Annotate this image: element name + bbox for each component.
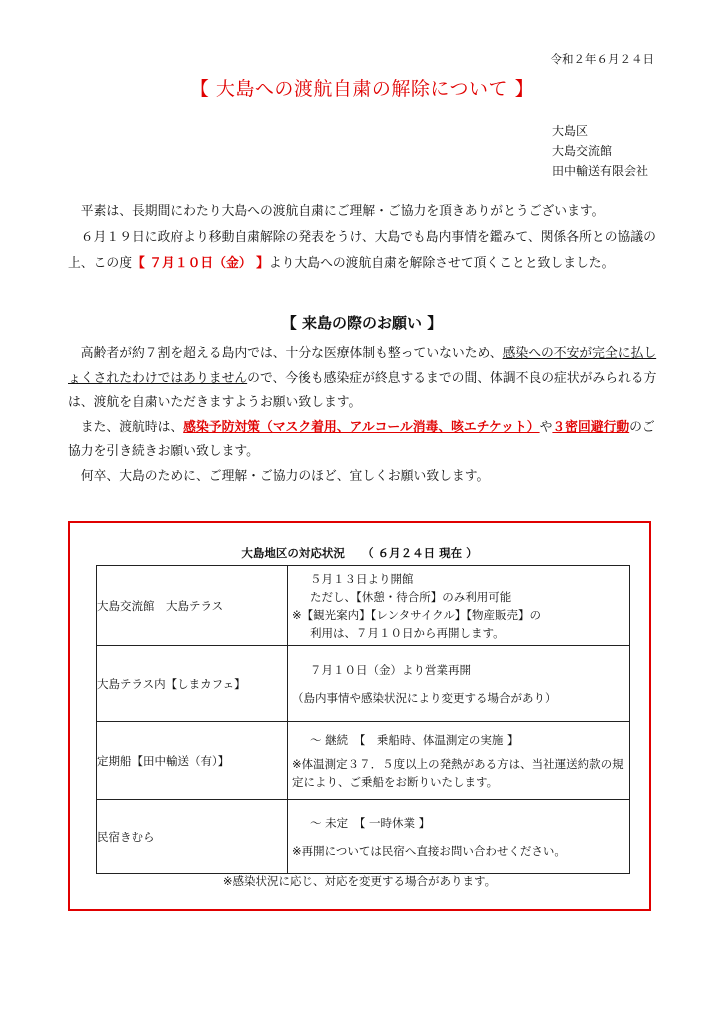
status-line: 利用は、７月１０日から再開します。 [310,625,505,640]
status-box [68,521,651,911]
status-box-title: 大島地区の対応状況 （ ６月２４日 現在 ） [241,546,478,560]
status-line: ※再開については民宿へ直接お問い合わせください。 [292,843,566,858]
status-box-note: ※感染状況に応じ、対応を変更する場合があります。 [222,874,497,888]
section-title: 【 来島の際のお願い 】 [281,314,443,332]
table-row [97,566,630,646]
request-p1-end: ので、今後も感染症が終息するまでの間、体調不良の症状がみられる方は、渡航を自粛いただきますようお願い致します。 [68,370,657,410]
facility-name: 大島テラス内【しまカフェ】 [97,646,288,722]
notice-date: 令和２年６月２４日 [550,52,654,66]
issuer-list [552,121,648,181]
table-row [97,646,630,722]
request-p2-start: また、渡航時は、 [80,419,184,435]
status-line: ただし、【休憩・待合所】のみ利用可能 [310,589,512,604]
status-table [96,565,630,874]
status-line: ※体温測定３７．５度以上の発熱がある方は、当社運送約款の規定により、ご乗船をお断りいたします。 [292,756,624,789]
issuer-name: 大島交流館 [552,144,613,158]
issuer-name: 田中輸送有限会社 [552,164,649,178]
issuer-name: 大島区 [552,124,589,138]
request-p1-underlined: 感染への不安が完全に払しょくされたわけではありません [68,346,657,386]
spacer [288,679,629,689]
spacer [288,832,629,842]
reopen-date-highlight: 【 ７月１０日（金） 】 [131,256,269,271]
table-row [97,800,630,874]
facility-status [288,566,630,646]
request-text [68,342,658,489]
intro-paragraph-2-start: ６月１９日に政府より移動自粛解除の発表をうけ、大島でも島内事情を鑑みて、関係各所との協議の上、この度 [68,230,656,271]
request-p2-mid: や [539,419,553,435]
three-c-avoidance-highlight: ３密回避行動 [552,419,630,435]
facility-name: 定期船【田中輸送（有）】 [97,722,288,800]
request-paragraph-1 [68,342,658,416]
status-line: ５月１３日より開館 [310,571,414,586]
notice-title: 【 大島への渡航自粛の解除について 】 [189,78,535,100]
intro-paragraph-2-end: より大島への渡航自粛を解除させて頂くことと致しました。 [268,256,615,271]
facility-name: 民宿きむら [97,800,288,874]
request-p2-end: のご協力を引き続きお願い致します。 [68,419,655,459]
intro-text [68,199,658,277]
facility-name: 大島交流館 大島テラス [97,566,288,646]
table-row [97,722,630,800]
intro-paragraph-2 [68,225,658,277]
facility-status [288,800,630,874]
facility-status [288,722,630,800]
facility-status [288,646,630,722]
status-line: ～ 継続 【 乗船時、体温測定の実施 】 [310,732,519,747]
status-line: ※【観光案内】【レンタサイクル】【物産販売】の [292,607,542,622]
intro-paragraph-1: 平素は、長期間にわたり大島への渡航自粛にご理解・ご協力を頂きありがとうございます。 [80,204,605,219]
status-line: ～ 未定 【 一時休業 】 [310,815,431,830]
request-p1-start: 高齢者が約７割を超える島内では、十分な医療体制も整っていないため、 [80,346,503,361]
request-paragraph-2 [68,416,658,465]
status-line: ７月１０日（金）より営業再開 [310,662,471,677]
status-line: （島内事情や感染状況により変更する場合があり） [292,690,557,705]
infection-prevention-highlight: 感染予防対策（マスク着用、アルコール消毒、咳エチケット） [183,419,540,435]
request-paragraph-3: 何卒、大島のために、ご理解・ご協力のほど、宜しくお願い致します。 [80,468,490,484]
